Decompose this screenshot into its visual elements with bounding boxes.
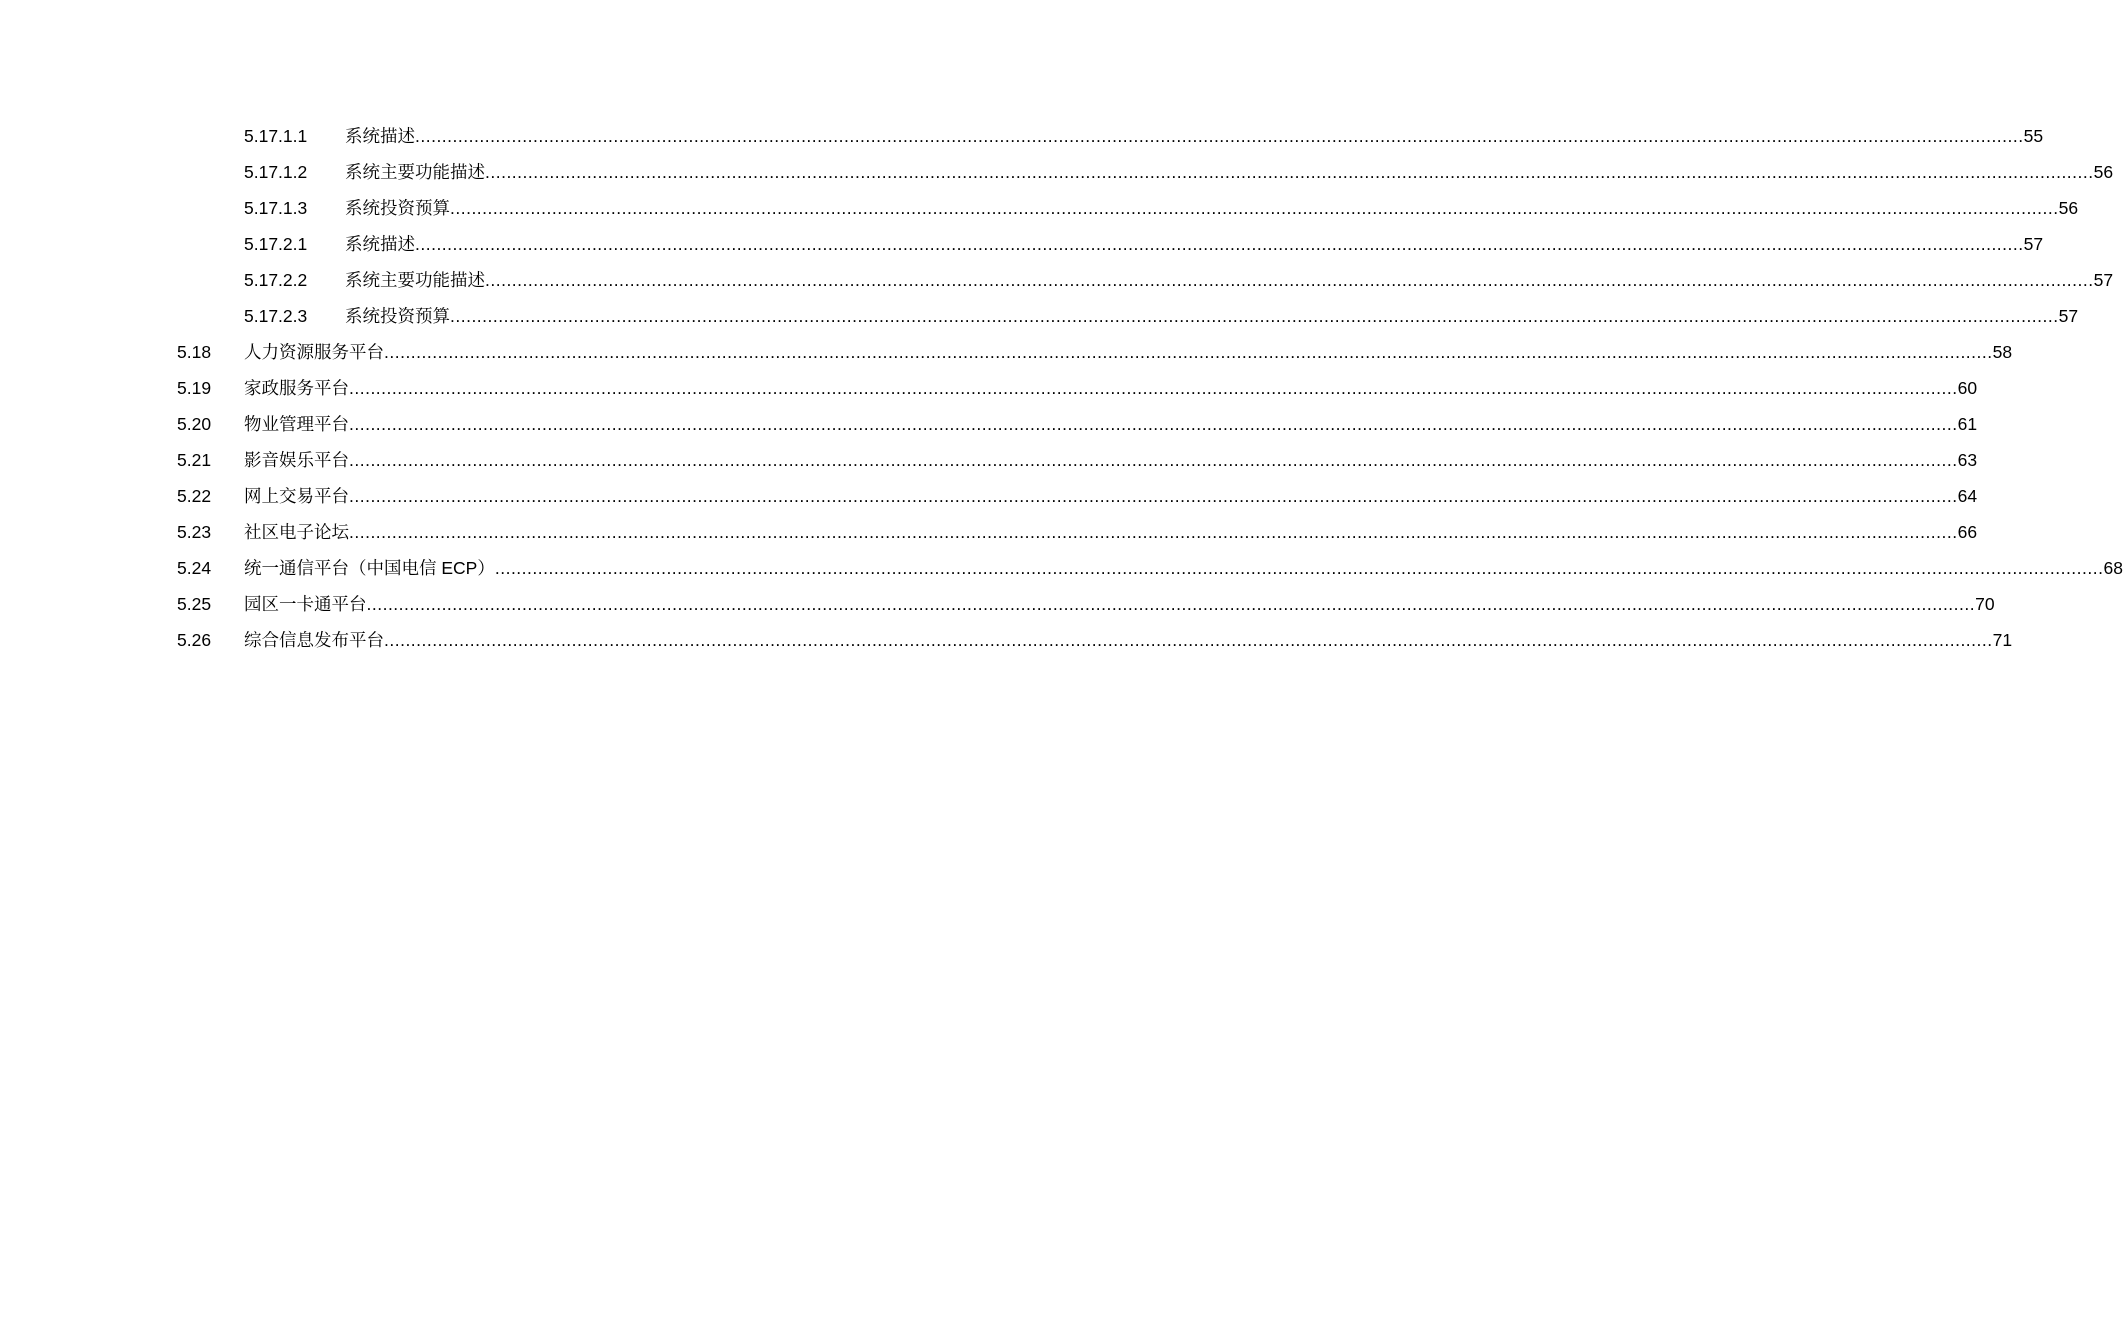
toc-entry[interactable] <box>0 514 1978 550</box>
toc-entry[interactable] <box>0 550 2123 586</box>
toc-entry-number: 5.21 <box>177 450 212 470</box>
toc-entry-line <box>244 406 1978 442</box>
toc-entry-title: 网上交易平台 <box>244 486 349 506</box>
toc-entry[interactable] <box>0 298 2079 334</box>
toc-entry-page: 56 <box>2093 162 2114 182</box>
dot-leader: ............................................................................................................................................................................................................................................................................................................ <box>450 306 2059 326</box>
toc-entry-title: 影音娱乐平台 <box>244 450 349 470</box>
toc-entry[interactable] <box>0 406 1978 442</box>
toc-entry-line <box>345 226 2044 262</box>
toc-entry-page: 56 <box>2058 198 2079 218</box>
dot-leader: ............................................................................................................................................................................................................................................................................................................ <box>349 378 1958 398</box>
toc-entry-page: 57 <box>2058 306 2079 326</box>
toc-entry-number: 5.17.1.3 <box>244 198 308 218</box>
toc-entry-title: 园区一卡通平台 <box>244 594 367 614</box>
toc-entry-number: 5.17.1.2 <box>244 162 308 182</box>
toc-entry-number: 5.24 <box>177 558 212 578</box>
toc-entry-number: 5.25 <box>177 594 212 614</box>
toc-entry[interactable] <box>0 118 2044 154</box>
toc-entry[interactable] <box>0 370 1978 406</box>
dot-leader: ............................................................................................................................................................................................................................................................................................................ <box>415 126 2024 146</box>
toc-entry[interactable] <box>0 334 2013 370</box>
toc-entry-title: 系统描述 <box>345 234 415 254</box>
toc-entry-title: 综合信息发布平台 <box>244 630 384 650</box>
toc-entry-number: 5.17.1.1 <box>244 126 308 146</box>
dot-leader: ............................................................................................................................................................................................................................................................................................................ <box>366 594 1976 614</box>
toc-entry[interactable] <box>0 478 1978 514</box>
toc-entry-number: 5.20 <box>177 414 212 434</box>
toc-entry-line <box>244 586 1995 622</box>
toc-entry-number: 5.23 <box>177 522 212 542</box>
toc-entry-line <box>244 370 1978 406</box>
toc-entry-line <box>244 550 2123 586</box>
toc-entry[interactable] <box>0 190 2079 226</box>
toc-entry-page: 61 <box>1957 414 1978 434</box>
dot-leader: ............................................................................................................................................................................................................................................................................................................ <box>450 198 2059 218</box>
dot-leader: ............................................................................................................................................................................................................................................................................................................ <box>349 450 1958 470</box>
toc-entry-line <box>345 298 2079 334</box>
toc-entry[interactable] <box>0 442 1978 478</box>
toc-entry-page: 68 <box>2103 558 2123 578</box>
toc-entry[interactable] <box>0 586 1995 622</box>
toc-entry-line <box>345 262 2114 298</box>
toc-entry-page: 63 <box>1957 450 1978 470</box>
toc-entry-title: 系统主要功能描述 <box>345 270 485 290</box>
toc-entry[interactable] <box>0 622 2013 658</box>
toc-entry[interactable] <box>0 262 2114 298</box>
dot-leader: ............................................................................................................................................................................................................................................................................................................ <box>384 630 1993 650</box>
toc-entry-line <box>244 514 1978 550</box>
toc-entry-title: 物业管理平台 <box>244 414 349 434</box>
dot-leader: ............................................................................................................................................................................................................................................................................................................ <box>485 270 2094 290</box>
toc-entry-number: 5.17.2.2 <box>244 270 308 290</box>
toc-entry-page: 60 <box>1957 378 1978 398</box>
table-of-contents <box>0 118 2123 658</box>
toc-entry-title: 家政服务平台 <box>244 378 349 398</box>
toc-entry-number: 5.17.2.1 <box>244 234 308 254</box>
toc-entry-title: 系统描述 <box>345 126 415 146</box>
toc-entry-title: 社区电子论坛 <box>244 522 349 542</box>
dot-leader: ............................................................................................................................................................................................................................................................................................................ <box>485 162 2094 182</box>
toc-entry-page: 64 <box>1957 486 1978 506</box>
toc-entry-page: 66 <box>1957 522 1978 542</box>
toc-entry-line <box>244 622 2013 658</box>
toc-entry-title: 统一通信平台（中国电信 ECP） <box>244 558 495 578</box>
toc-entry-number: 5.26 <box>177 630 212 650</box>
dot-leader: ............................................................................................................................................................................................................................................................................................................ <box>494 558 2104 578</box>
toc-entry-line <box>345 118 2044 154</box>
toc-entry[interactable] <box>0 154 2114 190</box>
toc-entry-page: 55 <box>2023 126 2044 146</box>
toc-entry-page: 58 <box>1992 342 2013 362</box>
dot-leader: ............................................................................................................................................................................................................................................................................................................ <box>415 234 2024 254</box>
toc-entry-line <box>244 334 2013 370</box>
toc-entry-page: 57 <box>2093 270 2114 290</box>
toc-entry-title: 系统投资预算 <box>345 198 450 218</box>
toc-entry-number: 5.17.2.3 <box>244 306 308 326</box>
toc-entry-line <box>244 442 1978 478</box>
toc-entry-title: 人力资源服务平台 <box>244 342 384 362</box>
toc-entry-number: 5.18 <box>177 342 212 362</box>
toc-entry-line <box>345 154 2114 190</box>
toc-entry-line <box>345 190 2079 226</box>
toc-entry[interactable] <box>0 226 2044 262</box>
toc-entry-line <box>244 478 1978 514</box>
dot-leader: ............................................................................................................................................................................................................................................................................................................ <box>349 486 1958 506</box>
dot-leader: ............................................................................................................................................................................................................................................................................................................ <box>384 342 1993 362</box>
toc-entry-title: 系统投资预算 <box>345 306 450 326</box>
dot-leader: ............................................................................................................................................................................................................................................................................................................ <box>349 522 1958 542</box>
toc-entry-page: 57 <box>2023 234 2044 254</box>
dot-leader: ............................................................................................................................................................................................................................................................................................................ <box>349 414 1958 434</box>
toc-entry-page: 71 <box>1992 630 2013 650</box>
toc-entry-page: 70 <box>1975 594 1995 614</box>
toc-entry-number: 5.22 <box>177 486 212 506</box>
toc-entry-number: 5.19 <box>177 378 212 398</box>
toc-entry-title: 系统主要功能描述 <box>345 162 485 182</box>
